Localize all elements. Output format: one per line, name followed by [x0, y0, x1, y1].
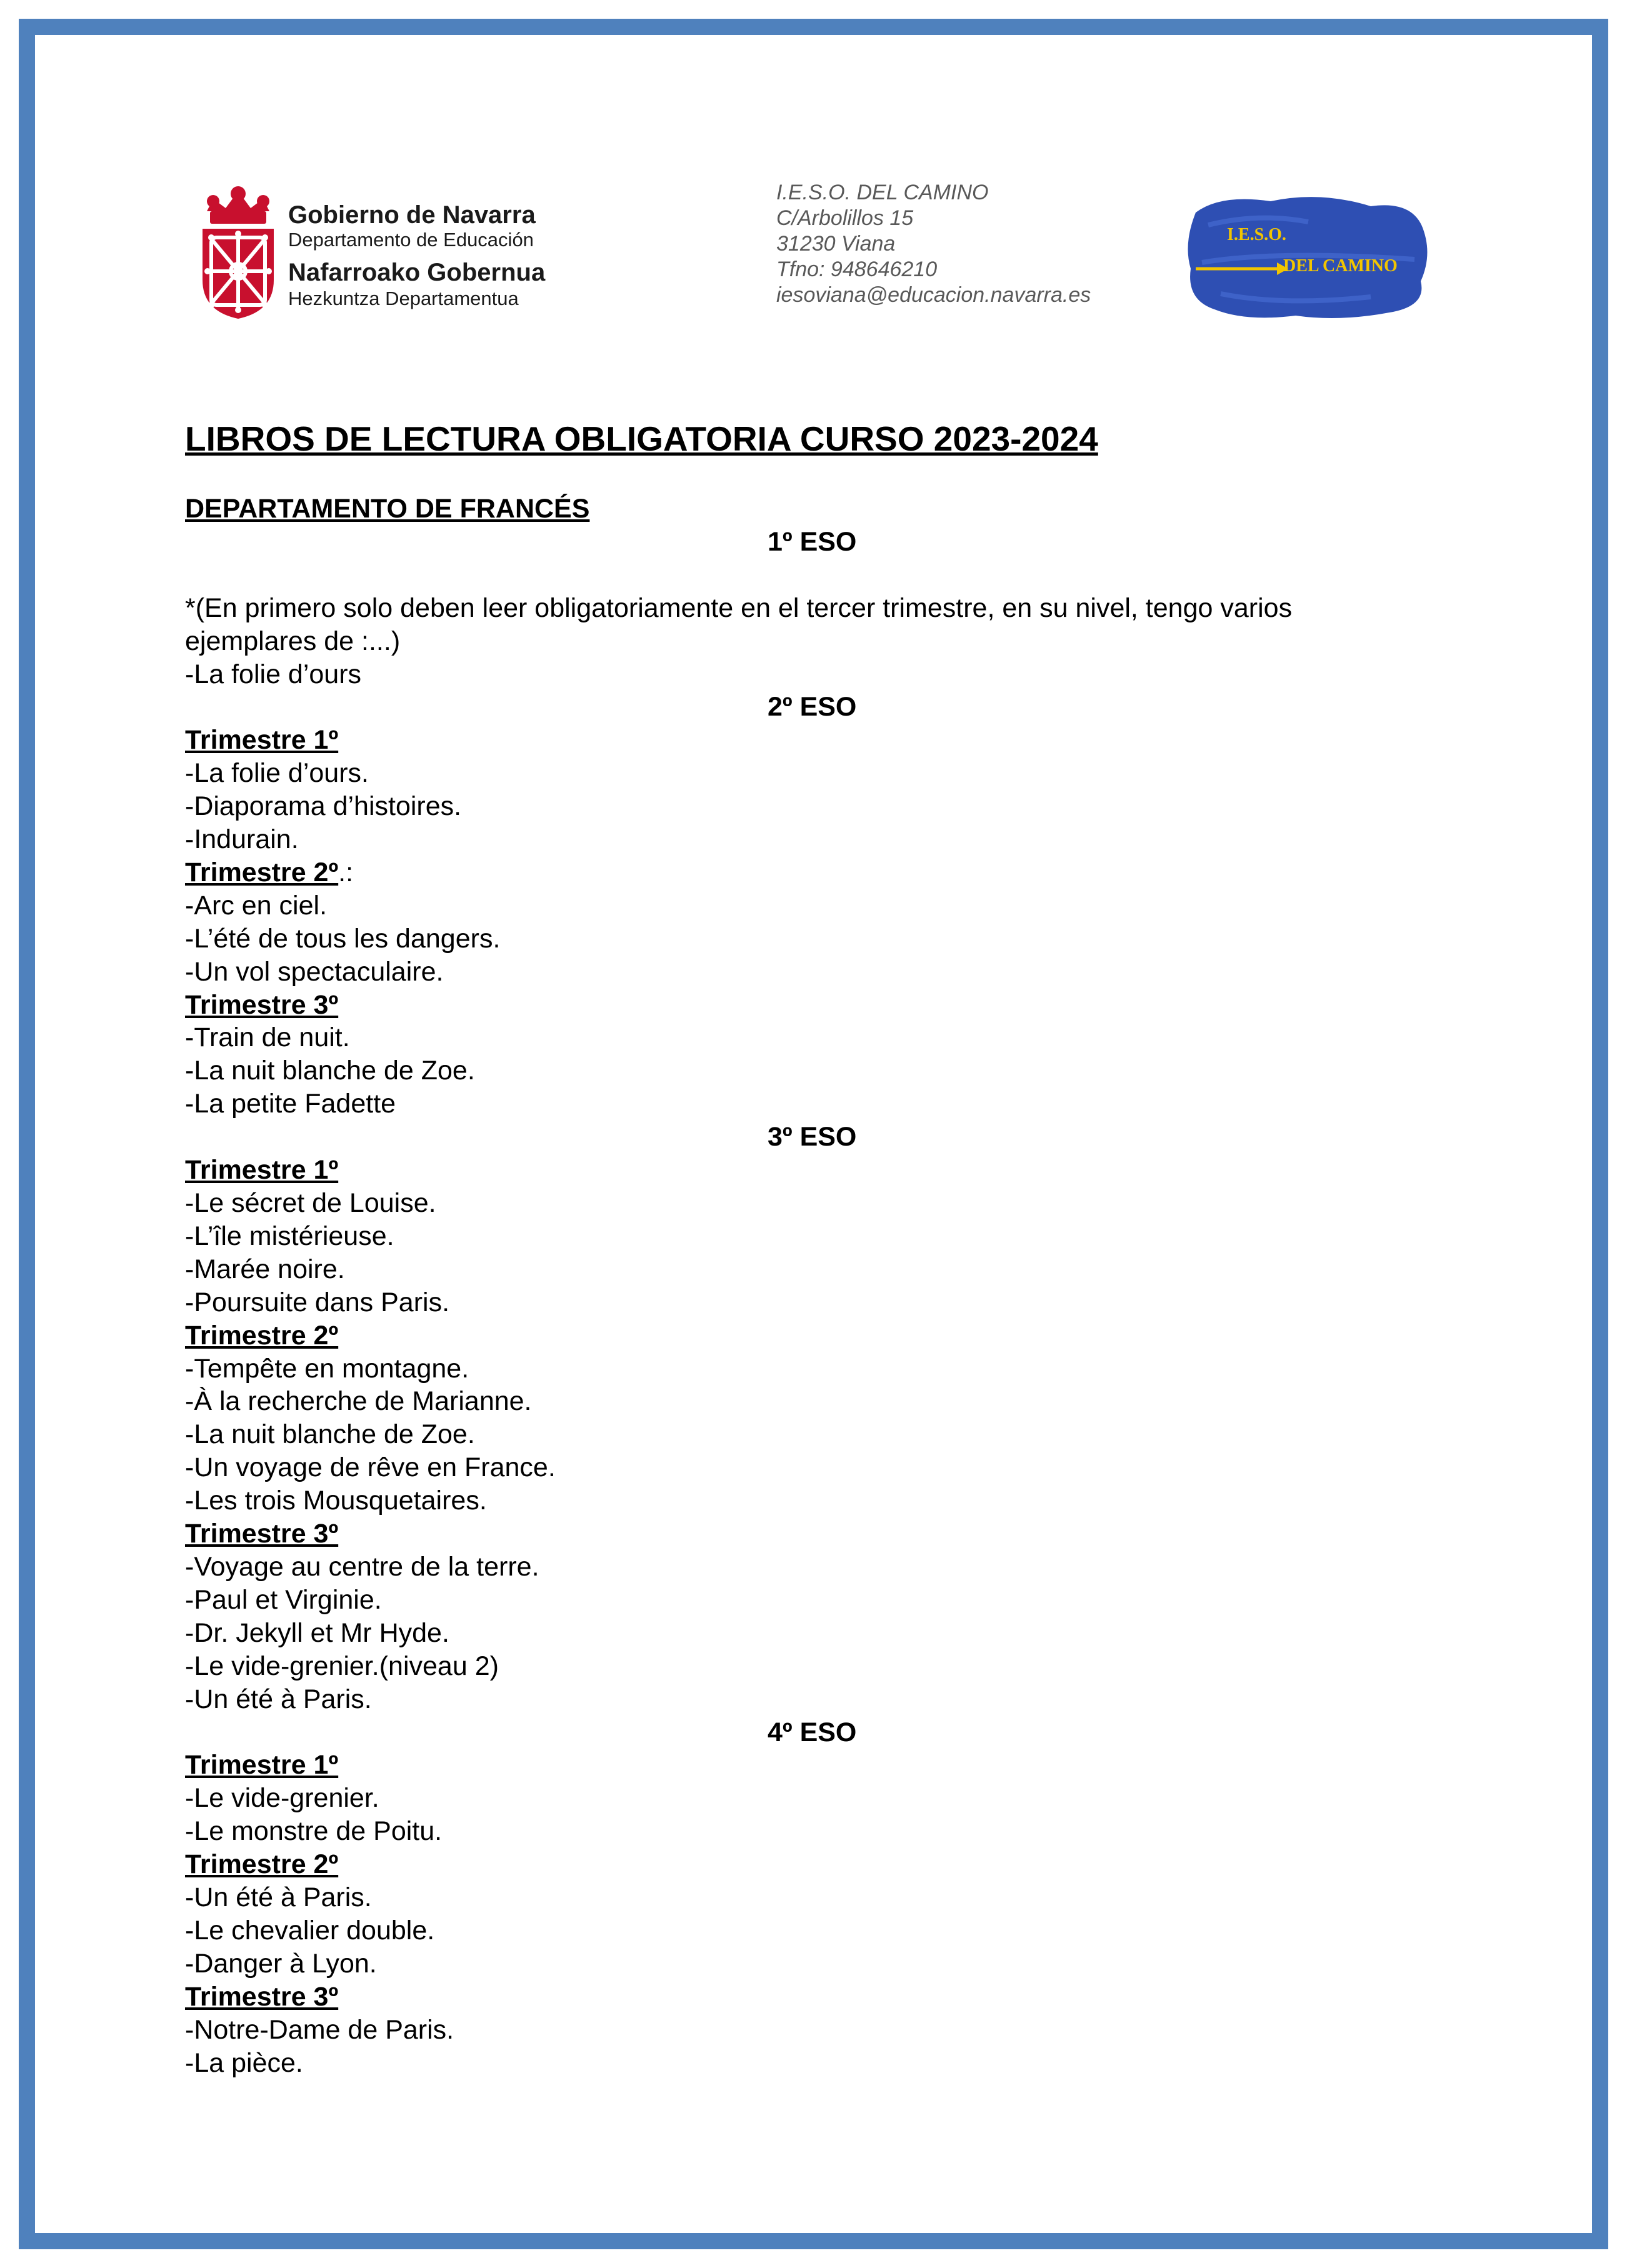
book-item: -Le chevalier double. [185, 1915, 435, 1946]
school-city: 31230 Viana [776, 232, 896, 256]
book-item: -Le monstre de Poitu. [185, 1816, 443, 1847]
document-title: LIBROS DE LECTURA OBLIGATORIA CURSO 2023-2024 [185, 419, 1098, 458]
book-item: -Danger à Lyon. [185, 1948, 377, 1979]
trimester-heading: Trimestre 2º [185, 1320, 339, 1351]
book-item: -Les trois Mousquetaires. [185, 1486, 487, 1516]
book-item: -Poursuite dans Paris. [185, 1287, 450, 1317]
trimester-heading-line [185, 856, 1423, 889]
gobierno-navarra-logo [198, 180, 560, 324]
book-item: -Un été à Paris. [185, 1684, 372, 1714]
trimester-heading: Trimestre 3º [185, 989, 339, 1020]
trimester-heading: Trimestre 2º [185, 1849, 339, 1880]
book-item: -Indurain. [185, 824, 299, 855]
trimester-heading: Trimestre 1º [185, 1155, 339, 1186]
trimester-heading: Trimestre 3º [185, 1981, 339, 2012]
gov-name-eu: Nafarroako Gobernua [288, 259, 546, 286]
navarra-coat-of-arms-icon [198, 180, 279, 324]
ieso-logo-bottom-text: DEL CAMINO [1283, 256, 1398, 276]
trimester-heading: Trimestre 3º [185, 1519, 339, 1549]
spacer [185, 559, 1423, 592]
book-item: -L’île mistérieuse. [185, 1221, 394, 1251]
book-item: -Diaporama d’histoires. [185, 791, 462, 822]
book-item: -Notre-Dame de Paris. [185, 2014, 454, 2045]
book-item: -Dr. Jekyll et Mr Hyde. [185, 1617, 449, 1648]
gov-name-es: Gobierno de Navarra [288, 201, 536, 229]
book-item: -Le vide-grenier.(niveau 2) [185, 1651, 499, 1681]
ieso-logo-top-text: I.E.S.O. [1227, 225, 1286, 244]
ieso-del-camino-logo [1183, 187, 1433, 325]
level-heading-1eso: 1º ESO [768, 526, 857, 557]
trimester-suffix: .: [338, 857, 354, 887]
school-street: C/Arbolillos 15 [776, 206, 914, 230]
gov-dept-es: Departamento de Educación [288, 229, 534, 251]
trimester-heading: Trimestre 1º [185, 1750, 339, 1781]
book-item: -La pièce. [185, 2047, 303, 2078]
level-heading-3eso: 3º ESO [768, 1122, 857, 1152]
level-heading-4eso: 4º ESO [768, 1717, 857, 1747]
book-item: -Voyage au centre de la terre. [185, 1551, 539, 1582]
book-item: -La nuit blanche de Zoe. [185, 1056, 475, 1086]
trimester-heading: Trimestre 1º [185, 725, 339, 756]
school-phone: Tfno: 948646210 [776, 257, 938, 281]
book-item: -La petite Fadette [185, 1089, 396, 1119]
gov-dept-eu: Hezkuntza Departamentua [288, 287, 519, 309]
book-item: -L’été de tous les dangers. [185, 923, 501, 954]
book-item: -Le vide-grenier. [185, 1783, 379, 1814]
book-item: -Arc en ciel. [185, 890, 328, 921]
school-name: I.E.S.O. DEL CAMINO [776, 181, 989, 204]
book-item: -La folie d’ours. [185, 758, 369, 789]
trimester-heading: Trimestre 2º [185, 857, 339, 887]
book-item: -La folie d’ours [185, 659, 362, 689]
book-item: -Un été à Paris. [185, 1882, 372, 1913]
book-item: -Un vol spectaculaire. [185, 956, 444, 987]
book-item: -Marée noire. [185, 1254, 345, 1284]
book-item: -Un voyage de rêve en France. [185, 1452, 556, 1483]
school-address [776, 180, 1091, 308]
book-item: -À la recherche de Marianne. [185, 1386, 532, 1417]
book-item: -Paul et Virginie. [185, 1584, 382, 1615]
document-body [185, 492, 1423, 2079]
first-year-note: *(En primero solo deben leer obligatoriamente en el tercer trimestre, en su nivel, tengo varios ejemplares de :...) [185, 592, 1293, 656]
level-heading-2eso: 2º ESO [768, 692, 857, 722]
book-item: -Le sécret de Louise. [185, 1188, 436, 1219]
book-item: -La nuit blanche de Zoe. [185, 1419, 475, 1450]
department-heading: DEPARTAMENTO DE FRANCÉS [185, 494, 590, 524]
book-item: -Train de nuit. [185, 1022, 350, 1053]
school-email: iesoviana@educacion.navarra.es [776, 283, 1091, 307]
book-item: -Tempête en montagne. [185, 1353, 469, 1384]
